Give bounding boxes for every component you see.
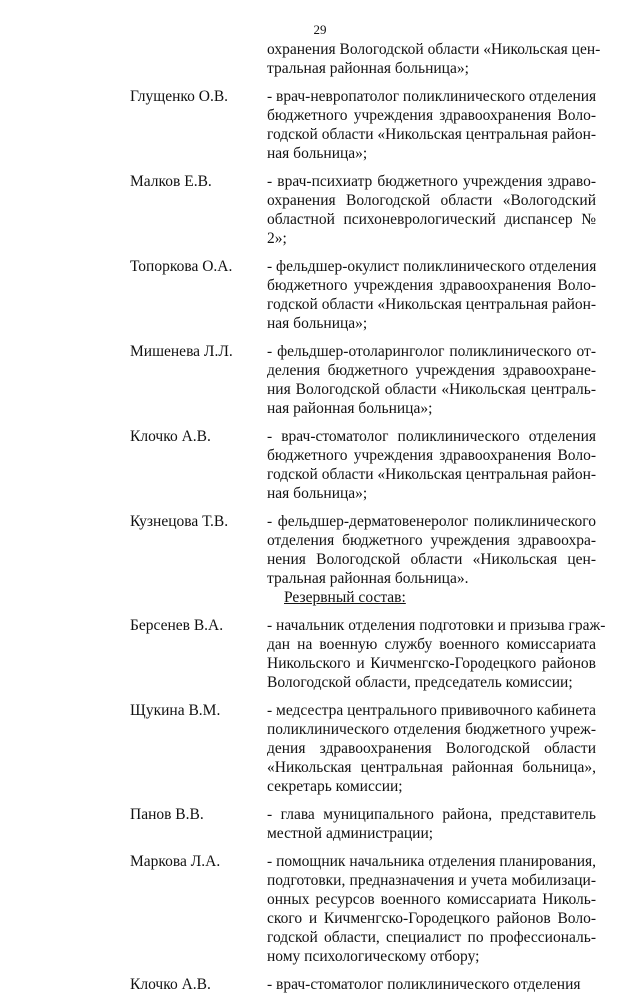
role-line: нения Вологодской области «Никольская цен- [267, 551, 596, 568]
role-line: дения здравоохранения Вологодской области [267, 740, 596, 757]
role-line: - фельдшер-дерматовенеролог поликлинического [267, 513, 596, 530]
role-line: - фельдшер-отоларинголог поликлинического от- [267, 343, 596, 360]
role-line: Никольского и Кичменгско-Городецкого районов [267, 655, 596, 672]
role-line: - врач-психиатр бюджетного учреждения здраво- [267, 173, 596, 190]
person-name: Кузнецова Т.В. [130, 513, 229, 530]
role-line: охранения Вологодской области «Никольская цен- [267, 41, 601, 58]
role-line: ная больница»; [267, 485, 368, 502]
entry-gap [130, 607, 596, 616]
entry-gap [130, 163, 596, 172]
role-line: отделения бюджетного учреждения здравоохра- [267, 532, 596, 549]
member-entry [130, 975, 596, 994]
commission-list [130, 40, 606, 994]
role-line: ному психологическому отбору; [267, 948, 480, 965]
role-line: годской области «Никольская центральная район- [267, 126, 597, 143]
member-entry [130, 512, 596, 588]
role-line: - фельдшер-окулист поликлинического отделения [267, 258, 597, 275]
person-role [267, 257, 596, 333]
entry-gap [130, 692, 596, 701]
member-entry [130, 616, 606, 692]
person-role [267, 172, 596, 248]
role-line: местной администрации; [267, 825, 434, 842]
entry-gap [130, 78, 596, 87]
role-line: - врач-стоматолог поликлинического отделения [267, 976, 581, 993]
person-name: Берсенев В.А. [130, 617, 224, 634]
role-line: - глава муниципального района, представитель [267, 806, 596, 823]
entry-gap [130, 503, 596, 512]
role-line: - помощник начальника отделения планирования, [267, 853, 596, 870]
person-role [267, 342, 596, 418]
role-line: ная больница»; [267, 315, 368, 332]
person-role [267, 512, 596, 588]
role-line: годской области «Никольская центральная район- [267, 466, 597, 483]
role-line: тральная районная больница»; [267, 60, 469, 77]
role-line: бюджетного учреждения здравоохранения Воло- [267, 277, 596, 294]
role-line: - врач-стоматолог поликлинического отделения [267, 428, 596, 445]
member-entry [130, 852, 596, 966]
role-line: ная больница»; [267, 145, 368, 162]
entry-gap [130, 966, 596, 975]
member-entry [130, 257, 596, 333]
person-name: Клочко А.В. [130, 428, 211, 445]
person-role [267, 852, 596, 966]
role-line: «Никольская центральная районная больница», [267, 759, 596, 776]
member-entry [130, 805, 596, 843]
person-role [267, 87, 596, 163]
role-line: 2»; [267, 230, 287, 247]
role-line: областной психоневрологический диспансер № [267, 211, 596, 228]
person-name: Топоркова О.А. [130, 258, 233, 275]
role-line: бюджетного учреждения здравоохранения Воло- [267, 447, 596, 464]
member-entry [130, 342, 596, 418]
entry-gap [130, 248, 596, 257]
role-line: - врач-невропатолог поликлинического отделения [267, 88, 597, 105]
entry-gap [130, 418, 596, 427]
person-name: Глущенко О.В. [130, 88, 229, 105]
entry-gap [130, 796, 596, 805]
role-line: ная районная больница»; [267, 400, 433, 417]
member-entry [130, 87, 596, 163]
person-role [267, 805, 596, 843]
role-line: - начальник отделения подготовки и призыва граж- [267, 617, 606, 634]
main-members [130, 78, 596, 588]
role-line: - медсестра центрального прививочного кабинета [267, 702, 597, 719]
role-line: охранения Вологодской области «Вологодский [267, 192, 596, 209]
role-line: секретарь комиссии; [267, 778, 403, 795]
person-role [267, 40, 601, 78]
role-line: ского и Кичменгско-Городецкого районов Воло- [267, 910, 596, 927]
reserve-heading: Резервный состав: [284, 589, 406, 606]
entry-gap [130, 333, 596, 342]
person-role [267, 427, 596, 503]
member-entry [130, 701, 596, 796]
entry-gap [130, 843, 596, 852]
role-line: подготовки, предназначения и учета мобилизаци- [267, 872, 596, 889]
role-line: тральная районная больница». [267, 570, 469, 587]
role-line: ния Вологодской области «Никольская централь- [267, 381, 596, 398]
page-number: 29 [313, 22, 327, 37]
role-line: Вологодской области, председатель комиссии; [267, 674, 573, 691]
member-entry [130, 427, 596, 503]
reserve-members [130, 607, 606, 994]
person-role [267, 701, 596, 796]
role-line: онных ресурсов военного комиссариата Николь- [267, 891, 596, 908]
role-line: годской области «Никольская центральная район- [267, 296, 597, 313]
person-name: Панов В.В. [130, 806, 204, 823]
person-name: Мишенева Л.Л. [130, 343, 233, 360]
person-name: Щукина В.М. [130, 702, 221, 719]
continuation-entry [130, 40, 601, 78]
role-line: дан на военную службу военного комиссариата [267, 636, 596, 653]
person-name: Малков Е.В. [130, 173, 212, 190]
role-line: годской области, специалист по профессиональ- [267, 929, 596, 946]
person-role [267, 616, 606, 692]
person-name: Маркова Л.А. [130, 853, 221, 870]
role-line: деления бюджетного учреждения здравоохране- [267, 362, 596, 379]
member-entry [130, 172, 596, 248]
role-line: поликлинического отделения бюджетного учреж- [267, 721, 596, 738]
role-line: бюджетного учреждения здравоохранения Воло- [267, 107, 596, 124]
person-name: Клочко А.В. [130, 976, 211, 993]
person-role [267, 975, 596, 994]
